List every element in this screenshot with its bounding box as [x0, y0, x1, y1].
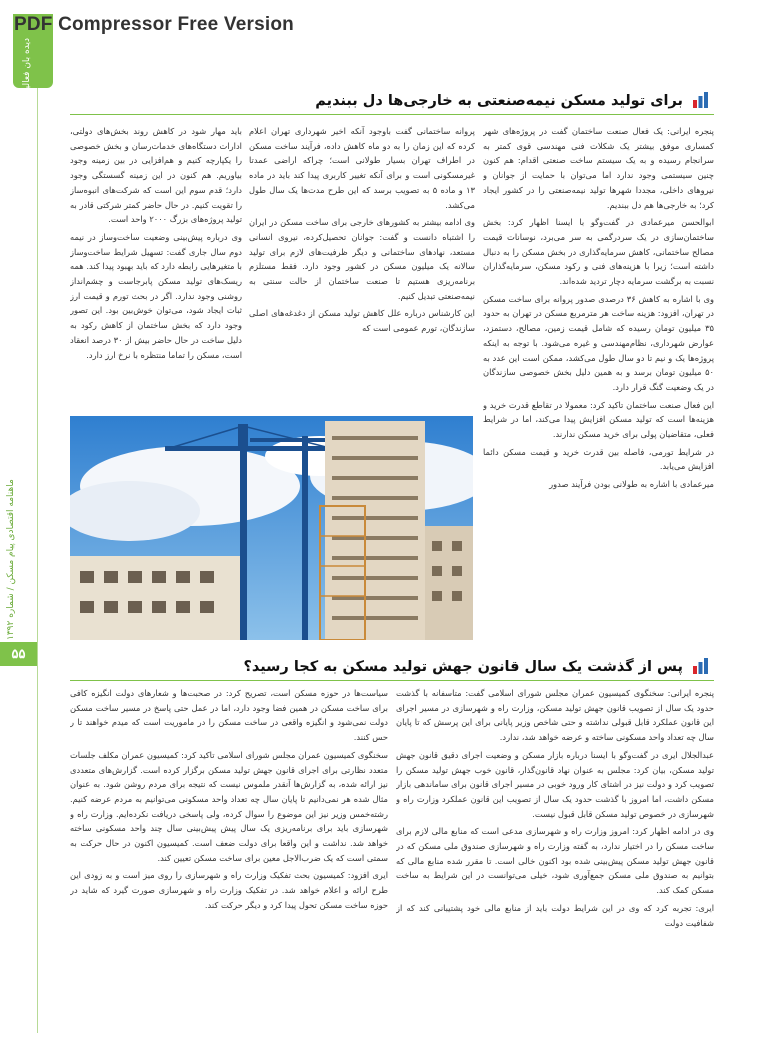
side-divider	[37, 88, 38, 1033]
article-2-title: پس از گذشت یک سال قانون جهش تولید مسکن به کجا رسید؟	[243, 659, 683, 675]
article-1-column-right	[483, 124, 714, 630]
title-rule-2	[70, 680, 714, 681]
side-running-title: ماهنامه اقتصادی پیام مسکن / شماره ۱۳۹۲	[6, 479, 16, 640]
paragraph: وی در ادامه اظهار کرد: امروز وزارت راه و شهرسازی مدعی است که منابع مالی لازم برای ساخت مسکن را در اختیار ندارد، به گفته وزارت راه و شهرسازی صندوق ملی مسکن که در قانون جهش تولید مسکن پیش‌بینی شده بود اکنون خالی است. تا مقرر شده منابع مالی که بتوانیم به صندوق ملی مسکن جمع‌آوری شود، خیلی می‌توانست در این شرایط به ساخت مسکن کمک کند.	[396, 826, 714, 896]
paragraph: پروانه ساختمانی گفت باوجود آنکه اخیر شهرداری تهران اعلام کرده که این زمان را به دو ماه کاهش داده، فرآیند ساخت مسکن در اطراف تهران بسیار طولانی است؛ چراکه اراضی عمدتا غیرمسکونی است و برای آنکه تغییر کاربری پیدا کند باید در ماده ۱۳ و ماده ۵ به تصویب برسد که این طرح مدت‌ها یک سال طول می‌کشد.	[249, 126, 475, 210]
article-1-column-left	[70, 124, 242, 409]
paragraph: در شرایط تورمی، فاصله بین قدرت خرید و قیمت مسکن دائما افزایش می‌یابد.	[483, 446, 714, 472]
paragraph: ابوالحسن میرعمادی در گفت‌وگو با ایسنا اظهار کرد: بخش ساختمان‌سازی در یک سردرگمی به سر می‌برد، نوسانات قیمت مصالح ساختمانی، کاهش سرمایه‌گذاری در بخش مسکن را به دنبال داشته است؛ زیرا با هزینه‌های فنی و رکود مسکن، سرمایه‌گذاران نسبت به برگشت سرمایه دچار تردید شده‌اند.	[483, 217, 714, 287]
section-tab-label: دیده بان فعالیت	[22, 38, 32, 98]
paragraph: وی با اشاره به کاهش ۳۶ درصدی صدور پروانه برای ساخت مسکن در تهران، افزود: هزینه ساخت هر مترمربع مسکن در تهران به حدود ۳۵ میلیون تومان رسیده که شامل قیمت زمین، مصالح، دستمزد، عوارض شهرداری، نظام‌مهندسی و غیره می‌شود. با توجه به اینکه پروژه‌ها یک و نیم تا دو سال طول می‌کشد، ممکن است این عدد به ۵۰ میلیون تومان برسد و به همین دلیل بخش خصوصی سازندگان در یک وضعیت گنگ قرار دارد.	[483, 293, 714, 392]
article-1-title: برای تولید مسکن نیمه‌صنعتی به خارجی‌ها دل ببندیم	[315, 93, 683, 109]
paragraph: عبدالجلال ایری در گفت‌وگو با ایسنا درباره بازار مسکن و وضعیت اجرای دقیق قانون جهش تولید مسکن، بیان کرد: مجلس به عنوان نهاد قانون‌گذار، قانون خوب جهش تولید مسکن را تصویب کرد و دولت نیز در اشتای کار ورود خوبی در مسیر اجرای قانون برای ساماندهی بازار مسکن داشت، اما امروز با گذشت حدود یک سال از تصویب این قانون عملکرد وزارت راه و شهرسازی در خصوص تولید مسکن قابل قبول نیست.	[396, 749, 714, 819]
paragraph: این کارشناس درباره علل کاهش تولید مسکن از دغدغه‌های اصلی سازندگان، تورم عمومی است که	[249, 308, 475, 334]
paragraph: باید مهار شود در کاهش روند بخش‌های دولتی، ادارات دستگاه‌های خدمات‌رسان و بخش خصوصی را یکپارچه کنیم و هم‌افزایی در بین زمینه وجود بیاوریم. هم کنون در این زمینه گسستگی وجود دارد؛ قدم سوم این است که شرکت‌های انبوه‌ساز را تقویت کنیم. در حال حاضر کمتر شرکتی قادر به تولید پروژه‌های بزرگ ۲۰۰۰ واحد است.	[70, 126, 242, 225]
paragraph: سخنگوی کمیسیون عمران مجلس شورای اسلامی تاکید کرد: کمیسیون عمران مکلف جلسات متعدد نظارتی برای اجرای قانون جهش تولید مسکن برگزار کرده است. گزارش‌های متعددی نیز ارائه شده، به گزارش‌ها آنقدر ملموس نیست که نتیجه برای مردم روشن شود. به عنوان مثال شده هر نمی‌دانیم تا پایان سال چه تعداد واحد مسکونی می‌توانیم به مردم عرضه کنیم. رشته‌خمس وزیر نیز این موضوع را سوال کرده، ولی پاسخی دریافت نکرده‌ایم. وزارت راه و شهرسازی باید برای برنامه‌ریزی یک سال پیش پیش‌بینی سال چند واحد مسکونی ساخته خواهد شد. نداشت و این واقعا برای دولت ضعف است. کمیسیون اکنون در حال حرکت به سمتی است که یک ضرب‌الاجل معین برای ساخت مسکن تعیین کند.	[70, 749, 388, 863]
paragraph: میرعمادی با اشاره به طولانی بودن فرآیند صدور	[549, 479, 714, 490]
paragraph: پنجره ایرانی: یک فعال صنعت ساختمان گفت در پروژه‌های شهر کمساری موفق بیشتر یک شکلات فنی مهندسی قوی کمتر به سرانجام رسیده و به یک سیستم ساخت صنعتی اقدام: هم کنون چنین سیستمی وجود ندارد اما می‌توان با حمایت از جوانان و نیروهای داخلی، مجددا شهرها تولید نیمه‌صنعتی را در کشور ایجاد کرد؛ به خارجی‌ها هم دل ببندیم.	[483, 126, 714, 210]
article-1-column-middle	[249, 124, 475, 409]
paragraph: وی ادامه بیشتر به کشورهای خارجی برای ساخت مسکن در ایران را اشتباه دانست و گفت: جوانان تحصیل‌کرده، نیروی انسانی مستعد، نهادهای ساختمانی و دیگر ظرفیت‌های لازم برای تولید سالانه یک میلیون مسکن در کشور وجود دارد. فقط مستلزم برنامه‌ریزی هستیم تا صنعت ساختمان از حالت سنتی به نیمه‌صنعتی تبدیل کنیم.	[249, 217, 475, 301]
article-2-column-left	[70, 686, 388, 1022]
title-rule-1	[70, 114, 714, 115]
paragraph: ایری: تجربه کرد که وی در این شرایط دولت باید از منابع مالی خود پشتیبانی کند که از شفافیت دولت	[396, 902, 714, 928]
bar-chart-icon	[692, 91, 709, 108]
paragraph: سیاست‌ها در حوزه مسکن است، تصریح کرد: در صحبت‌ها و شعارهای دولت انگیزه کافی برای ساخت مسکن در همین فضا وجود دارد، اما در عمل حتی پاسخ در مسیر ساخت مسکن دولت نمی‌شود و انگیزه واقعی در ساخت مسکن را در ماموریت است که میدم خواهند تا ر حس کنند.	[70, 688, 388, 743]
paragraph: پنجره ایرانی: سخنگوی کمیسیون عمران مجلس شورای اسلامی گفت: متاسفانه با گذشت حدود یک سال از تصویب قانون جهش تولید مسکن، وزارت راه و شهرسازی در مسیر اجرای این قانون عملکرد قابل قبولی نداشته و حتی شاخص وزیر پایانی برای این پرسش که تا پایان سال چه تعداد واحد مسکونی ساخته و عرضه خواهد شد، ندارد.	[396, 688, 714, 743]
paragraph: این فعال صنعت ساختمان تاکید کرد: معمولا در تقاطع قدرت خرید و هزینه‌ها است که تولید مسکن افزایش پیدا می‌کند، اما در شرایط فعلی، متقاضیان پولی برای خرید مسکن ندارند.	[483, 399, 714, 440]
paragraph: ایری افزود: کمیسیون بحث تفکیک وزارت راه و شهرسازی را روی میز است و به زودی این طرح ارائه و اعلام خواهد شد. در تفکیک وزارت راه و شهرسازی صورت گیرد که شاید در حوزه ساخت مسکن تحول پیدا کرد و دیگر حرکت کند.	[70, 870, 388, 910]
paragraph: وی درباره پیش‌بینی وضعیت ساخت‌وساز در نیمه دوم سال جاری گفت: تسهیل شرایط ساخت‌وساز با متغیرهایی رابطه دارد که باید بهبود پیدا کند. همه ریسک‌های تولید مسکن پابرجاست و چشم‌انداز روشنی وجود ندارد. اگر در بحث تورم و قیمت ارز ثبات ایجاد شود، می‌توان خوش‌بین بود. این تصور وجود دارد که بخش ساختمان از کاهش رکود به دلیل ساخت در حال حاضر بیش از ۳۰ درصد انعقاد است، مسکن را تماما منتظره با نرخ ارز دارد.	[70, 231, 242, 360]
article-2-column-right	[396, 686, 714, 1022]
bar-chart-icon	[692, 657, 709, 674]
construction-photo	[70, 416, 473, 640]
page-number: ۵۵	[11, 646, 26, 661]
watermark: PDF Compressor Free Version	[14, 14, 294, 35]
